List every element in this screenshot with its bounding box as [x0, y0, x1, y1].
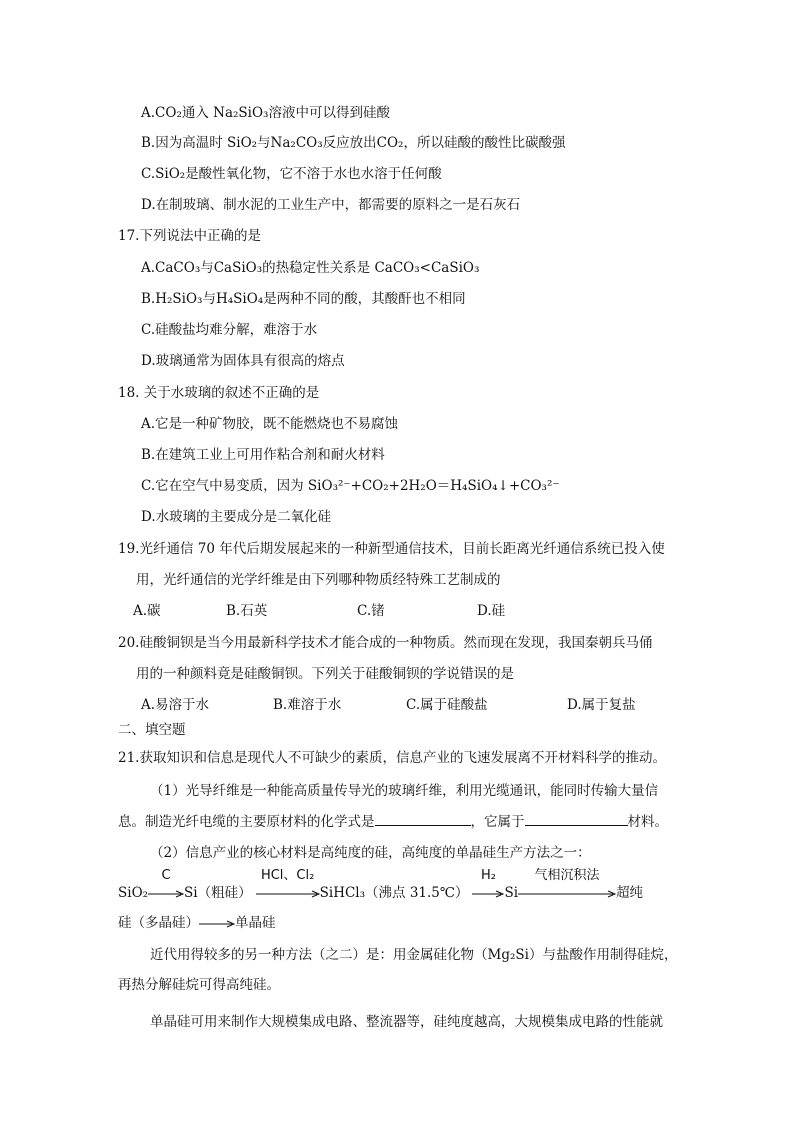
arrow-right-icon	[148, 890, 184, 898]
flow-polysilicon: 硅（多晶硅）	[118, 915, 199, 931]
q19-stem-line1: 19.光纤通信 70 年代后期发展起来的一种新型通信技术，目前长距离光纤通信系统已投入使	[118, 541, 665, 557]
arrow-right-icon	[518, 890, 616, 898]
flow-arrow-4	[518, 868, 616, 902]
arrow-right-icon	[256, 890, 320, 898]
answer-blank-1[interactable]	[375, 813, 471, 826]
q18-stem: 18. 关于水玻璃的叙述不正确的是	[118, 385, 320, 401]
q21-part1-line1: （1）光导纤维是一种能高质量传导光的玻璃纤维，利用光缆通讯，能同时传输大量信	[150, 783, 659, 799]
q20-option-a: A.易溶于水	[141, 697, 210, 713]
q21-part1-line2	[118, 813, 668, 831]
q16-option-b: B.因为高温时 SiO₂与Na₂CO₃反应放出CO₂，所以硅酸的酸性比碳酸强	[141, 135, 566, 151]
flow-arrow-3-label: H₂	[480, 868, 496, 883]
q21-stem: 21.获取知识和信息是现代人不可缺少的素质，信息产业的飞速发展离不开材料科学的推动。	[118, 750, 666, 766]
q18-option-b: B.在建筑工业上可用作粘合剂和耐火材料	[141, 447, 385, 463]
q20-stem-line2: 用的一种颜料竟是硅酸铜钡。下列关于硅酸铜钡的学说错误的是	[136, 666, 514, 682]
q16-option-a: A.CO₂通入 Na₂SiO₃溶液中可以得到硅酸	[141, 105, 390, 121]
q18-option-d: D.水玻璃的主要成分是二氧化硅	[141, 509, 332, 525]
flow-crude-si: Si（粗硅）	[184, 885, 252, 901]
reaction-flow	[118, 868, 644, 902]
answer-blank-2[interactable]	[525, 813, 628, 826]
q17-stem: 17.下列说法中正确的是	[118, 228, 261, 244]
q18-option-a: A.它是一种矿物胶，既不能燃烧也不易腐蚀	[141, 416, 399, 432]
flow-arrow-1	[148, 868, 184, 902]
q19-stem-line2: 用，光纤通信的光学纤维是由下列哪种物质经特殊工艺制成的	[136, 572, 501, 588]
flow-arrow-3	[472, 868, 504, 902]
q19-option-b: B.石英	[226, 603, 268, 619]
section-title: 二、填空题	[118, 722, 186, 738]
flow-arrow-5	[199, 914, 235, 932]
flow-arrow-2-label: HCl、Cl₂	[260, 868, 315, 883]
q20-option-c: C.属于硅酸盐	[406, 697, 488, 713]
q16-option-d: D.在制玻璃、制水泥的工业生产中，都需要的原料之一是石灰石	[141, 197, 521, 213]
q18-option-c: C.它在空气中易变质，因为 SiO₃²⁻+CO₂+2H₂O＝H₄SiO₄↓+CO₃²⁻	[141, 478, 560, 494]
q17-option-b: B.H₂SiO₃与H₄SiO₄是两种不同的酸，其酸酐也不相同	[141, 291, 466, 307]
q17-option-d: D.玻璃通常为固体具有很高的熔点	[141, 353, 345, 369]
q20-option-b: B.难溶于水	[273, 697, 342, 713]
q17-option-a: A.CaCO₃与CaSiO₃的热稳定性关系是 CaCO₃<CaSiO₃	[141, 260, 480, 276]
flow-arrow-1-label: C	[161, 868, 171, 883]
flow-arrow-2	[256, 868, 320, 902]
q19-option-c: C.锗	[357, 603, 385, 619]
q21-part1-text-c: 材料。	[627, 814, 668, 830]
q21-part3-line1: 近代用得较多的另一种方法（之二）是：用金属硅化物（Mg₂Si）与盐酸作用制得硅烷，	[150, 947, 678, 963]
arrow-right-icon	[199, 920, 235, 928]
q19-option-d: D.硅	[477, 603, 506, 619]
q21-part1-text-b: ，它属于	[470, 814, 525, 830]
flow-sihcl3: SiHCl₃（沸点 31.5℃）	[319, 885, 469, 901]
arrow-right-icon	[472, 890, 504, 898]
flow-sio2: SiO₂	[118, 885, 149, 901]
reaction-flow-line2	[118, 914, 276, 932]
q19-option-a: A.碳	[133, 603, 161, 619]
q17-option-c: C.硅酸盐均难分解，难溶于水	[141, 322, 318, 338]
q21-part2-line1: （2）信息产业的核心材料是高纯度的硅，高纯度的单晶硅生产方法之一：	[150, 845, 591, 861]
q20-option-d: D.属于复盐	[567, 697, 636, 713]
q21-part3-line2: 再热分解硅烷可得高纯硅。	[118, 977, 280, 993]
q21-part4-line1: 单晶硅可用来制作大规模集成电路、整流器等，硅纯度越高，大规模集成电路的性能就	[150, 1014, 663, 1030]
q20-stem-line1: 20.硅酸铜钡是当今用最新科学技术才能合成的一种物质。然而现在发现，我国秦朝兵马俑	[118, 635, 653, 651]
q16-option-c: C.SiO₂是酸性氧化物，它不溶于水也水溶于任何酸	[141, 166, 442, 182]
flow-arrow-4-label: 气相沉积法	[534, 868, 600, 883]
flow-si: Si	[504, 885, 519, 901]
q21-part1-text-a: 息。制造光纤电缆的主要原材料的化学式是	[118, 814, 375, 830]
flow-monocrystalline: 单晶硅	[235, 915, 276, 931]
flow-ultrapure: 超纯	[616, 885, 644, 901]
